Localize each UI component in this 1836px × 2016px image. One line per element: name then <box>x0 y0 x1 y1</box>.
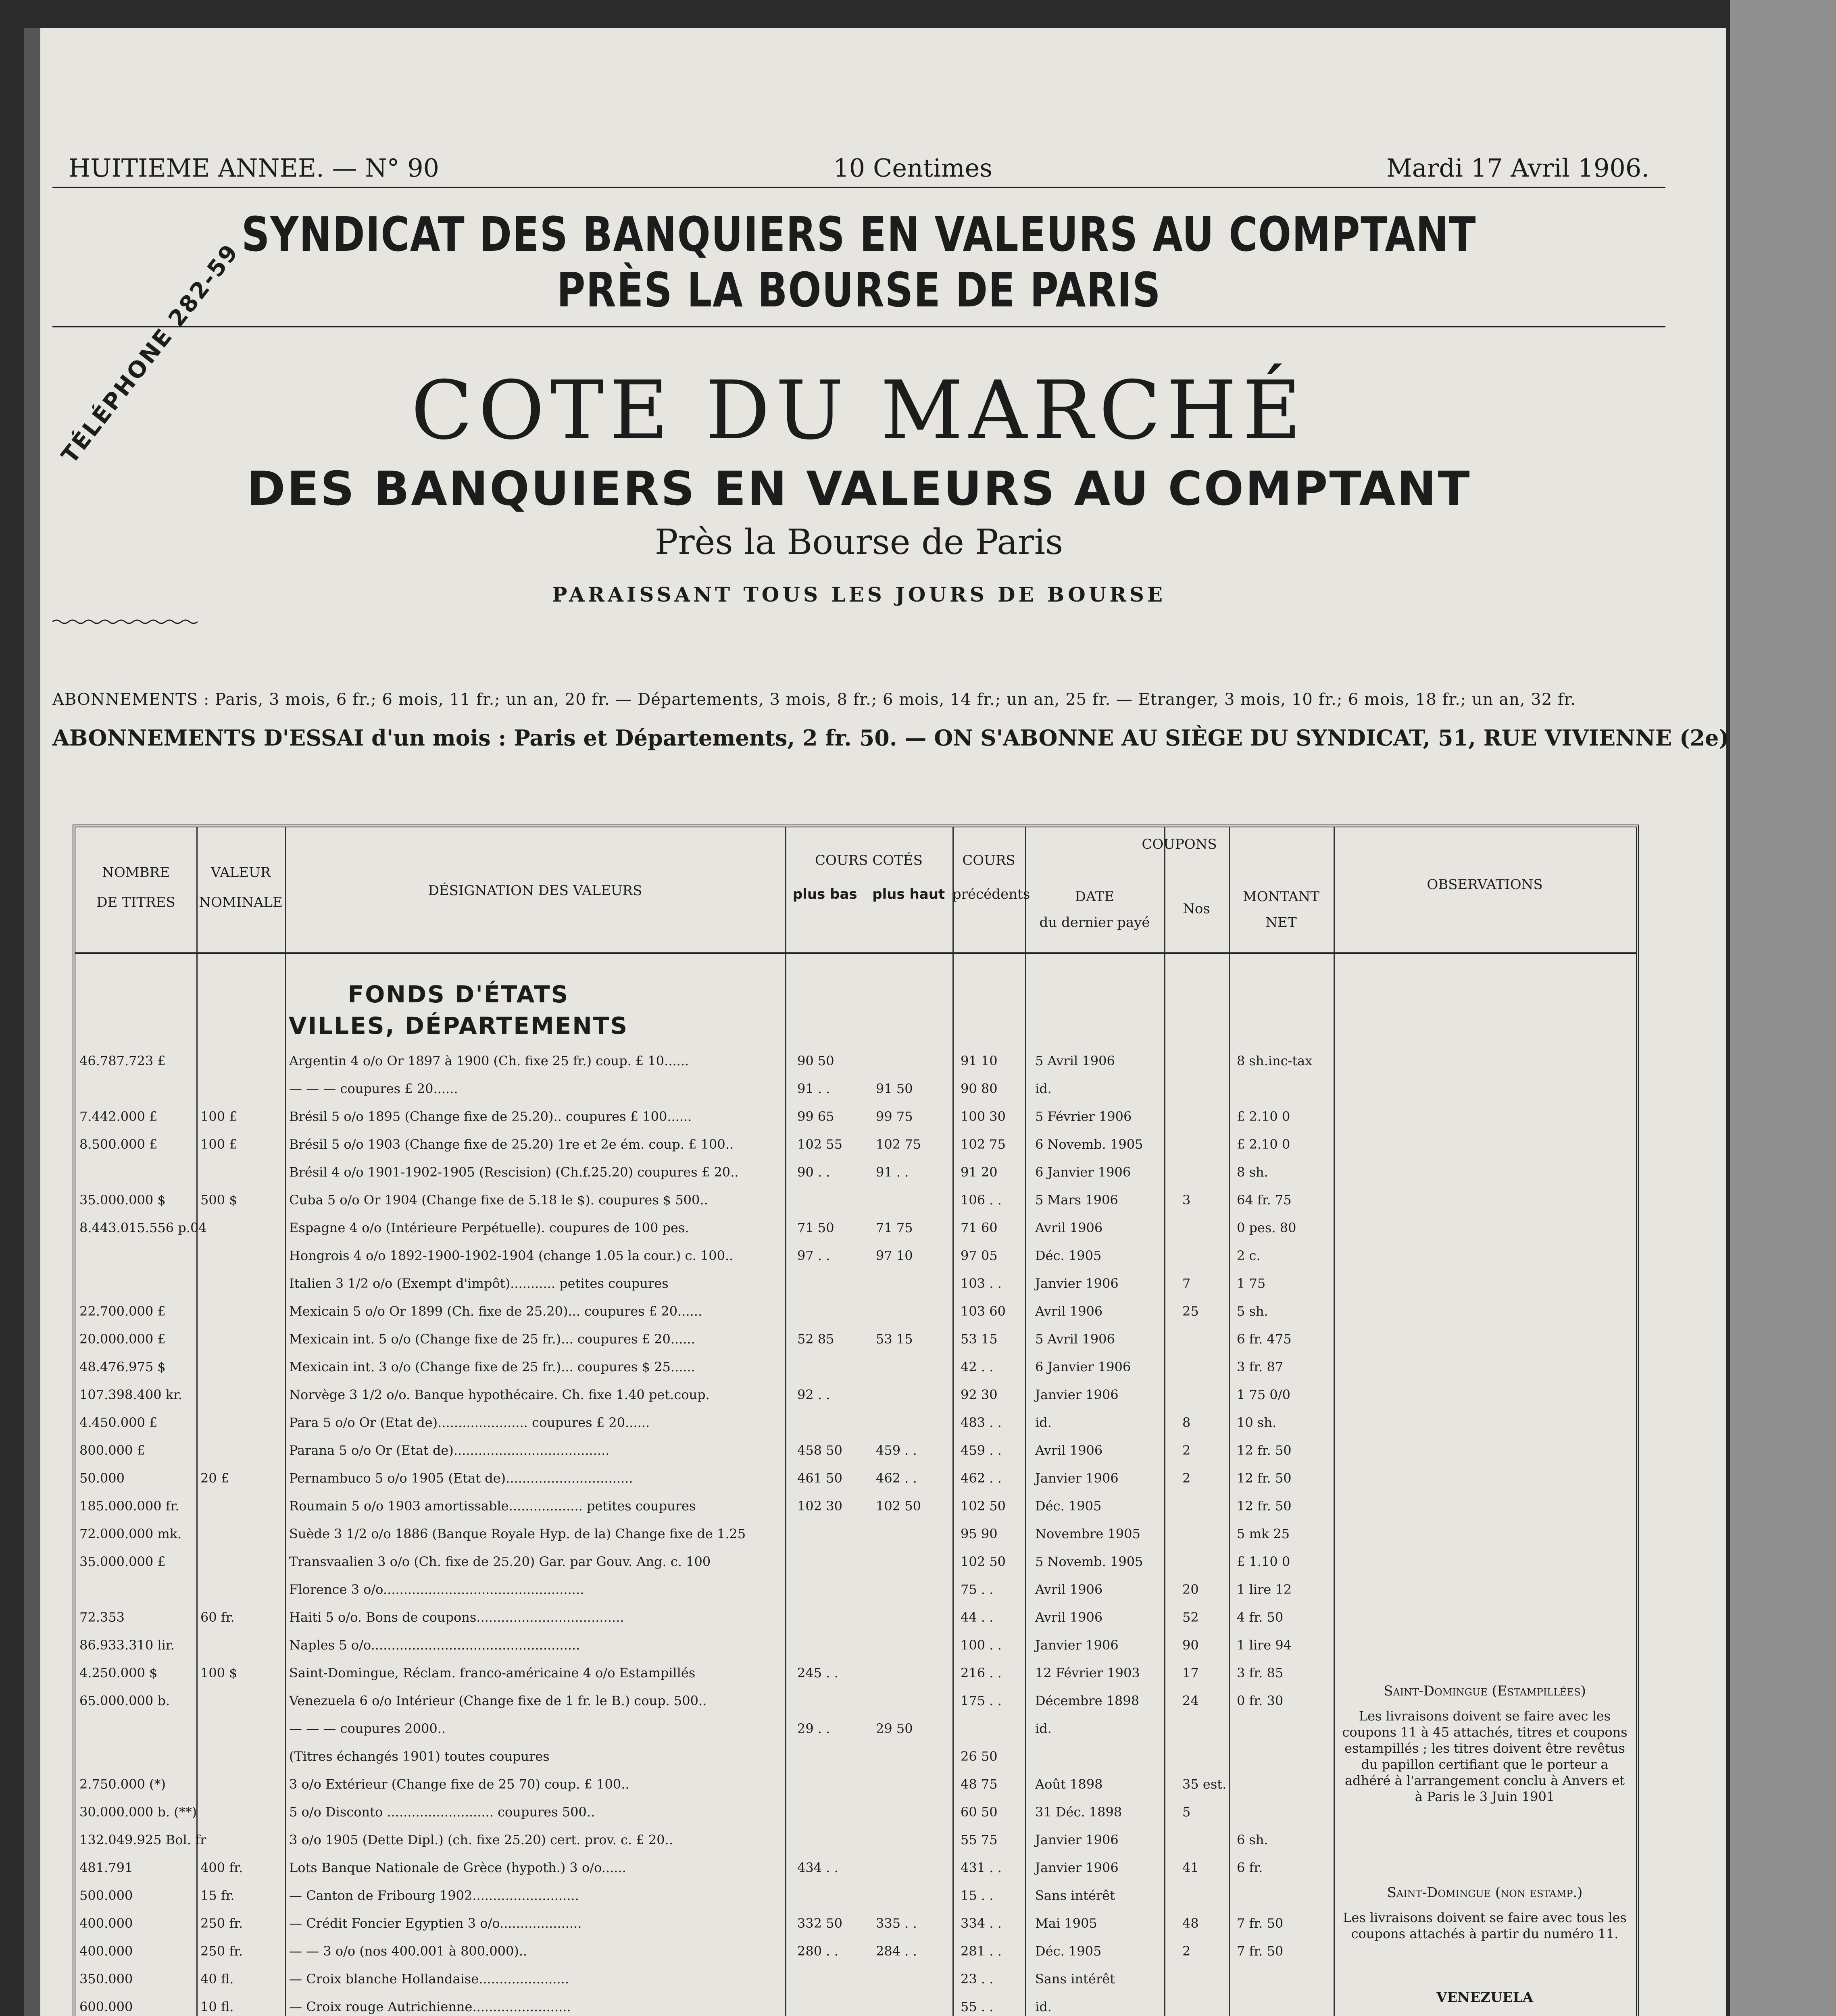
row-coupon-number: 8 <box>1182 1415 1191 1430</box>
row-designation: Florence 3 o/o................................................. <box>289 1582 584 1597</box>
row-designation: Mexicain int. 5 o/o (Change fixe de 25 fr.)... coupures £ 20...... <box>289 1331 695 1347</box>
row-plus-bas: 99 65 <box>797 1109 834 1124</box>
col-header-valeur: VALEUR NOMINALE <box>199 864 283 910</box>
row-designation: Transvaalien 3 o/o (Ch. fixe de 25.20) Gar. par Gouv. Ang. c. 100 <box>289 1554 711 1569</box>
row-coupon-net: £ 2.10 0 <box>1237 1109 1290 1124</box>
row-designation: — Canton de Fribourg 1902.......................... <box>289 1888 579 1903</box>
table-row <box>75 1387 1636 1403</box>
row-plus-haut: 459 . . <box>876 1443 917 1458</box>
table-row <box>75 1415 1636 1431</box>
row-coupon-net: 8 sh.inc-tax <box>1237 1053 1313 1068</box>
row-coupon-date: 12 Février 1903 <box>1035 1665 1140 1681</box>
row-precedent: 71 60 <box>961 1220 998 1235</box>
row-coupon-date: 6 Novemb. 1905 <box>1035 1137 1143 1152</box>
row-precedent: 100 30 <box>961 1109 1006 1124</box>
row-designation: Brésil 5 o/o 1903 (Change fixe de 25.20) 1re et 2e ém. coup. £ 100.. <box>289 1137 734 1152</box>
row-plus-bas: 90 50 <box>797 1053 834 1068</box>
row-titres: 65.000.000 b. <box>79 1693 170 1708</box>
row-coupon-net: 8 sh. <box>1237 1164 1268 1180</box>
table-row <box>75 1832 1636 1848</box>
table-row <box>75 1971 1636 1987</box>
row-coupon-number: 2 <box>1182 1943 1191 1959</box>
table-row <box>75 1164 1636 1181</box>
row-plus-bas: 245 . . <box>797 1665 838 1681</box>
row-coupon-net: 1 lire 94 <box>1237 1637 1292 1653</box>
row-nominal: 100 £ <box>200 1137 238 1152</box>
table-row <box>75 1526 1636 1542</box>
col-header-date: DATE du dernier payé <box>1039 889 1150 931</box>
row-coupon-net: 7 fr. 50 <box>1237 1916 1284 1931</box>
row-precedent: 334 . . <box>961 1916 1002 1931</box>
row-coupon-net: 6 sh. <box>1237 1832 1268 1847</box>
row-coupon-net: £ 1.10 0 <box>1237 1554 1290 1569</box>
row-designation: Pernambuco 5 o/o 1905 (Etat de)............................... <box>289 1470 633 1486</box>
row-coupon-date: Janvier 1906 <box>1035 1637 1119 1653</box>
row-coupon-date: Janvier 1906 <box>1035 1276 1119 1291</box>
row-precedent: 175 . . <box>961 1693 1002 1708</box>
observation-saint-domingue-non-estamp: Saint-Domingue (non estamp.) Les livraisons doivent se faire avec tous les coupons attachés à partir du numéro 11. <box>1343 1885 1627 1941</box>
row-coupon-date: 5 Février 1906 <box>1035 1109 1132 1124</box>
row-titres: 35.000.000 $ <box>79 1192 166 1208</box>
row-precedent: 103 60 <box>961 1304 1006 1319</box>
row-designation: Naples 5 o/o................................................... <box>289 1637 580 1653</box>
row-plus-haut: 53 15 <box>876 1331 913 1347</box>
row-coupon-net: 0 pes. 80 <box>1237 1220 1296 1235</box>
section-heading <box>75 981 842 1039</box>
row-plus-bas: 90 . . <box>797 1164 830 1180</box>
row-titres: 600.000 <box>79 1999 133 2014</box>
row-plus-haut: 91 . . <box>876 1164 909 1180</box>
row-coupon-date: Déc. 1905 <box>1035 1248 1102 1263</box>
row-precedent: 216 . . <box>961 1665 1002 1681</box>
row-nominal: 40 fl. <box>200 1971 234 1987</box>
row-plus-bas: 434 . . <box>797 1860 838 1875</box>
row-designation: Suède 3 1/2 o/o 1886 (Banque Royale Hyp. de la) Change fixe de 1.25 <box>289 1526 746 1541</box>
row-designation: Para 5 o/o Or (Etat de)...................... coupures £ 20...... <box>289 1415 650 1430</box>
row-designation: — — — coupures £ 20...... <box>289 1081 458 1096</box>
row-plus-haut: 97 10 <box>876 1248 913 1263</box>
row-coupon-number: 48 <box>1182 1916 1199 1931</box>
row-precedent: 92 30 <box>961 1387 998 1402</box>
row-plus-bas: 52 85 <box>797 1331 834 1347</box>
row-precedent: 483 . . <box>961 1415 1002 1430</box>
row-coupon-date: Mai 1905 <box>1035 1916 1097 1931</box>
row-plus-haut: 91 50 <box>876 1081 913 1096</box>
row-coupon-date: Avril 1906 <box>1035 1443 1103 1458</box>
row-nominal: 60 fr. <box>200 1610 235 1625</box>
row-coupon-net: 5 mk 25 <box>1237 1526 1290 1541</box>
row-coupon-date: Avril 1906 <box>1035 1582 1103 1597</box>
row-titres: 481.791 <box>79 1860 133 1875</box>
row-plus-haut: 71 75 <box>876 1220 913 1235</box>
row-designation: (Titres échangés 1901) toutes coupures <box>289 1749 550 1764</box>
row-coupon-net: 10 sh. <box>1237 1415 1277 1430</box>
table-row <box>75 1943 1636 1960</box>
row-coupon-date: 6 Janvier 1906 <box>1035 1359 1131 1375</box>
row-coupon-date: 6 Janvier 1906 <box>1035 1164 1131 1180</box>
row-coupon-net: 1 lire 12 <box>1237 1582 1292 1597</box>
row-coupon-net: 4 fr. 50 <box>1237 1610 1284 1625</box>
row-titres: 500.000 <box>79 1888 133 1903</box>
table-row <box>75 1610 1636 1626</box>
newspaper-page <box>24 28 1729 2016</box>
row-designation: 5 o/o Disconto .......................... coupures 500.. <box>289 1804 595 1820</box>
row-coupon-date: Avril 1906 <box>1035 1610 1103 1625</box>
row-precedent: 91 10 <box>961 1053 998 1068</box>
table-row <box>75 1804 1636 1820</box>
row-coupon-number: 52 <box>1182 1610 1199 1625</box>
row-designation: Venezuela 6 o/o Intérieur (Change fixe de 1 fr. le B.) coup. 500.. <box>289 1693 707 1708</box>
issue-date: Mardi 17 Avril 1906. <box>1386 153 1649 183</box>
row-designation: Argentin 4 o/o Or 1897 à 1900 (Ch. fixe 25 fr.) coup. £ 10...... <box>289 1053 689 1068</box>
col-header-designation: DÉSIGNATION DES VALEURS <box>428 883 642 899</box>
row-nominal: 15 fr. <box>200 1888 235 1903</box>
row-nominal: 20 £ <box>200 1470 229 1486</box>
row-designation: Mexicain int. 3 o/o (Change fixe de 25 fr.)... coupures $ 25...... <box>289 1359 695 1375</box>
row-designation: — — — coupures 2000.. <box>289 1721 446 1736</box>
row-designation: Roumain 5 o/o 1903 amortissable.................. petites coupures <box>289 1498 696 1514</box>
row-coupon-date: Janvier 1906 <box>1035 1860 1119 1875</box>
row-coupon-date: 5 Mars 1906 <box>1035 1192 1118 1208</box>
row-plus-bas: 461 50 <box>797 1470 842 1486</box>
row-precedent: 97 05 <box>961 1248 998 1263</box>
table-row <box>75 1276 1636 1292</box>
row-precedent: 55 . . <box>961 1999 994 2014</box>
table-row <box>75 1053 1636 1069</box>
row-coupon-number: 3 <box>1182 1192 1191 1208</box>
row-coupon-net: 12 fr. 50 <box>1237 1470 1292 1486</box>
row-coupon-net: 6 fr. 475 <box>1237 1331 1292 1347</box>
row-coupon-net: 6 fr. <box>1237 1860 1263 1875</box>
row-titres: 400.000 <box>79 1916 133 1931</box>
row-titres: 30.000.000 b. (**) <box>79 1804 197 1820</box>
row-coupon-date: Novembre 1905 <box>1035 1526 1140 1541</box>
row-titres: 86.933.310 lir. <box>79 1637 175 1653</box>
trial-subscription: ABONNEMENTS D'ESSAI d'un mois : Paris et Départements, 2 fr. 50. — ON S'ABONNE AU SIÈGE DU SYNDICAT, 51, RUE VIVIENNE (2e) <box>52 725 1729 751</box>
row-coupon-net: 0 fr. 30 <box>1237 1693 1284 1708</box>
row-plus-bas: 458 50 <box>797 1443 842 1458</box>
col-header-montant: MONTANT NET <box>1242 889 1320 931</box>
row-coupon-date: 31 Déc. 1898 <box>1035 1804 1122 1820</box>
row-coupon-date: Sans intérêt <box>1035 1888 1115 1903</box>
row-coupon-number: 7 <box>1182 1276 1191 1291</box>
row-plus-haut: 29 50 <box>876 1721 913 1736</box>
table-row <box>75 1137 1636 1153</box>
row-precedent: 102 50 <box>961 1554 1006 1569</box>
row-coupon-net: 12 fr. 50 <box>1237 1443 1292 1458</box>
table-row <box>75 1081 1636 1097</box>
row-plus-bas: 71 50 <box>797 1220 834 1235</box>
row-coupon-date: Avril 1906 <box>1035 1304 1103 1319</box>
row-coupon-date: Décembre 1898 <box>1035 1693 1140 1708</box>
row-titres: 20.000.000 £ <box>79 1331 166 1347</box>
row-coupon-date: Déc. 1905 <box>1035 1498 1102 1514</box>
col-header-cours-precedents: COURS précédents <box>952 852 1030 902</box>
row-coupon-date: Janvier 1906 <box>1035 1470 1119 1486</box>
row-precedent: 42 . . <box>961 1359 994 1375</box>
row-precedent: 26 50 <box>961 1749 998 1764</box>
row-titres: 107.398.400 kr. <box>79 1387 183 1402</box>
row-coupon-date: Déc. 1905 <box>1035 1943 1102 1959</box>
table-row <box>75 1304 1636 1320</box>
table-row <box>75 1582 1636 1598</box>
row-designation: 3 o/o 1905 (Dette Dipl.) (ch. fixe 25.20) cert. prov. c. £ 20.. <box>289 1832 673 1847</box>
table-row <box>75 1220 1636 1236</box>
row-designation: Hongrois 4 o/o 1892-1900-1902-1904 (change 1.05 la cour.) c. 100.. <box>289 1248 734 1263</box>
table-row <box>75 1331 1636 1347</box>
table-row <box>75 1443 1636 1459</box>
observation-saint-domingue-estampillees: Saint-Domingue (Estampillées) Les livraisons doivent se faire avec les coupons 11 à 45 attachés, titres et coupons estampillés ; les titres doivent être revêtus du papillon certifiant que le porteur a adhéré à l'arrangement conclu à Anvers et à Paris le 3 Juin 1901 <box>1342 1683 1628 1804</box>
row-precedent: 95 90 <box>961 1526 998 1541</box>
row-coupon-date: id. <box>1035 1415 1052 1430</box>
row-precedent: 281 . . <box>961 1943 1002 1959</box>
row-titres: 8.500.000 £ <box>79 1137 158 1152</box>
row-coupon-net: 3 fr. 87 <box>1237 1359 1284 1375</box>
section-subtitle: VILLES, DÉPARTEMENTS <box>288 1012 629 1039</box>
row-plus-bas: 332 50 <box>797 1916 842 1931</box>
row-plus-bas: 92 . . <box>797 1387 830 1402</box>
row-coupon-date: 5 Avril 1906 <box>1035 1053 1115 1068</box>
row-precedent: 60 50 <box>961 1804 998 1820</box>
frequency-line: PARAISSANT TOUS LES JOURS DE BOURSE <box>552 583 1166 606</box>
table-row <box>75 1470 1636 1487</box>
row-designation: Brésil 5 o/o 1895 (Change fixe de 25.20).. coupures £ 100...... <box>289 1109 692 1124</box>
row-titres: 185.000.000 fr. <box>79 1498 179 1514</box>
col-header-cours-cotes: COURS COTÉS plus bas plus haut <box>792 852 945 902</box>
issue-price: 10 Centimes <box>833 153 993 183</box>
row-designation: Norvège 3 1/2 o/o. Banque hypothécaire. Ch. fixe 1.40 pet.coup. <box>289 1387 710 1402</box>
row-coupon-date: Avril 1906 <box>1035 1220 1103 1235</box>
row-precedent: 431 . . <box>961 1860 1002 1875</box>
section-title: FONDS D'ÉTATS <box>348 981 569 1008</box>
row-designation: — — 3 o/o (nos 400.001 à 800.000).. <box>289 1943 527 1959</box>
row-designation: Italien 3 1/2 o/o (Exempt d'impôt)........... petites coupures <box>289 1276 669 1291</box>
row-precedent: 55 75 <box>961 1832 998 1847</box>
row-titres: 72.000.000 mk. <box>79 1526 182 1541</box>
row-coupon-date: Janvier 1906 <box>1035 1832 1119 1847</box>
row-titres: 50.000 <box>79 1470 125 1486</box>
row-precedent: 44 . . <box>961 1610 994 1625</box>
row-titres: 4.250.000 $ <box>79 1665 158 1681</box>
row-coupon-net: £ 2.10 0 <box>1237 1137 1290 1152</box>
col-header-plus-bas: plus bas <box>792 886 857 902</box>
page-content <box>52 153 1729 751</box>
row-precedent: 53 15 <box>961 1331 998 1347</box>
row-designation: Brésil 4 o/o 1901-1902-1905 (Rescision) (Ch.f.25.20) coupures £ 20.. <box>289 1164 739 1180</box>
row-precedent: 75 . . <box>961 1582 994 1597</box>
row-designation: Parana 5 o/o Or (Etat de)...................................... <box>289 1443 610 1458</box>
row-coupon-net: 12 fr. 50 <box>1237 1498 1292 1514</box>
row-coupon-date: Août 1898 <box>1035 1776 1103 1792</box>
row-coupon-net: 7 fr. 50 <box>1237 1943 1284 1959</box>
row-designation: Mexicain 5 o/o Or 1899 (Ch. fixe de 25.20)... coupures £ 20...... <box>289 1304 702 1319</box>
syndicate-banner: SYNDICAT DES BANQUIERS EN VALEURS AU COMPTANT PRÈS LA BOURSE DE PARIS <box>241 206 1477 318</box>
edition-number: HUITIEME ANNEE. — N° 90 <box>69 153 440 183</box>
row-designation: Haiti 5 o/o. Bons de coupons.................................... <box>289 1610 624 1625</box>
row-plus-bas: 29 . . <box>797 1721 830 1736</box>
row-coupon-net: 2 c. <box>1237 1248 1261 1263</box>
row-designation: Saint-Domingue, Réclam. franco-américaine 4 o/o Estampillés <box>289 1665 696 1681</box>
row-titres: 46.787.723 £ <box>79 1053 166 1068</box>
telephone-stamp: TÉLÉPHONE 282-59 <box>56 238 244 469</box>
quotation-table <box>73 825 1639 2016</box>
page-subtitle: DES BANQUIERS EN VALEURS AU COMPTANT <box>246 462 1471 516</box>
row-coupon-net: 1 75 <box>1237 1276 1266 1291</box>
row-titres: 72.353 <box>79 1610 125 1625</box>
table-row <box>75 1665 1636 1681</box>
ornament-rule <box>52 619 198 625</box>
row-coupon-number: 5 <box>1182 1804 1191 1820</box>
row-plus-haut: 99 75 <box>876 1109 913 1124</box>
row-coupon-net: 5 sh. <box>1237 1304 1268 1319</box>
row-designation: Cuba 5 o/o Or 1904 (Change fixe de 5.18 le $). coupures $ 500.. <box>289 1192 708 1208</box>
col-header-plus-haut: plus haut <box>872 886 945 902</box>
col-header-coupons: COUPONS <box>1142 836 1217 852</box>
binding-shadow <box>24 28 40 2016</box>
row-titres: 132.049.925 Bol. fr <box>79 1832 206 1847</box>
row-designation: 3 o/o Extérieur (Change fixe de 25 70) coup. £ 100.. <box>289 1776 629 1792</box>
row-coupon-number: 2 <box>1182 1470 1191 1486</box>
col-header-nombre: NOMBRE DE TITRES <box>96 864 175 910</box>
row-coupon-date: Janvier 1906 <box>1035 1387 1119 1402</box>
row-plus-haut: 335 . . <box>876 1916 917 1931</box>
table-row <box>75 1192 1636 1208</box>
row-plus-haut: 102 50 <box>876 1498 921 1514</box>
row-plus-haut: 102 75 <box>876 1137 921 1152</box>
page-title: COTE DU MARCHÉ <box>411 364 1307 458</box>
row-plus-haut: 462 . . <box>876 1470 917 1486</box>
row-precedent: 23 . . <box>961 1971 994 1987</box>
row-coupon-net: 3 fr. 85 <box>1237 1665 1284 1681</box>
table-row <box>75 1498 1636 1514</box>
row-designation: Espagne 4 o/o (Intérieure Perpétuelle). coupures de 100 pes. <box>289 1220 689 1235</box>
row-nominal: 100 £ <box>200 1109 238 1124</box>
row-precedent: 102 75 <box>961 1137 1006 1152</box>
row-precedent: 459 . . <box>961 1443 1002 1458</box>
col-header-observations: OBSERVATIONS <box>1427 877 1543 893</box>
row-precedent: 102 50 <box>961 1498 1006 1514</box>
observation-venezuela: VENEZUELA <box>1436 1989 1533 2006</box>
row-designation: — Croix rouge Autrichienne........................ <box>289 1999 571 2014</box>
row-titres: 48.476.975 $ <box>79 1359 166 1375</box>
row-coupon-number: 17 <box>1182 1665 1199 1681</box>
row-titres: 8.443.015.556 p.04 <box>79 1220 207 1235</box>
row-nominal: 250 fr. <box>200 1943 243 1959</box>
row-coupon-number: 2 <box>1182 1443 1191 1458</box>
header-rule <box>75 952 1636 954</box>
row-titres: 7.442.000 £ <box>79 1109 158 1124</box>
row-titres: 2.750.000 (*) <box>79 1776 166 1792</box>
row-coupon-date: id. <box>1035 1721 1052 1736</box>
banner-rule <box>52 326 1665 327</box>
row-designation: — Croix blanche Hollandaise...................... <box>289 1971 569 1987</box>
row-nominal: 500 $ <box>200 1192 238 1208</box>
subscription-rates: ABONNEMENTS : Paris, 3 mois, 6 fr.; 6 mois, 11 fr.; un an, 20 fr. — Départements, 3 mois, 8 fr.; 6 mois, 14 fr.; un an, 25 fr. — Etranger, 3 mois, 10 fr.; 6 mois, 18 fr.; un an, 32 fr. <box>52 690 1576 709</box>
row-coupon-date: id. <box>1035 1081 1052 1096</box>
row-coupon-date: Sans intérêt <box>1035 1971 1115 1987</box>
row-coupon-date: 5 Avril 1906 <box>1035 1331 1115 1347</box>
row-titres: 4.450.000 £ <box>79 1415 158 1430</box>
row-coupon-net: 1 75 0/0 <box>1237 1387 1290 1402</box>
row-coupon-number: 41 <box>1182 1860 1199 1875</box>
row-titres: 350.000 <box>79 1971 133 1987</box>
row-precedent: 90 80 <box>961 1081 998 1096</box>
row-precedent: 100 . . <box>961 1637 1002 1653</box>
location-line: Près la Bourse de Paris <box>654 522 1063 562</box>
row-nominal: 250 fr. <box>200 1916 243 1931</box>
row-plus-bas: 102 30 <box>797 1498 842 1514</box>
row-designation: — Crédit Foncier Egyptien 3 o/o.................... <box>289 1916 582 1931</box>
table-row <box>75 1109 1636 1125</box>
row-plus-bas: 102 55 <box>797 1137 842 1152</box>
row-coupon-date: 5 Novemb. 1905 <box>1035 1554 1143 1569</box>
row-coupon-number: 35 est. <box>1182 1776 1227 1792</box>
table-row <box>75 1554 1636 1570</box>
row-precedent: 91 20 <box>961 1164 998 1180</box>
page-edge-shadow <box>1730 0 1836 2016</box>
row-coupon-number: 20 <box>1182 1582 1199 1597</box>
row-plus-bas: 97 . . <box>797 1248 830 1263</box>
row-plus-haut: 284 . . <box>876 1943 917 1959</box>
row-titres: 400.000 <box>79 1943 133 1959</box>
row-nominal: 100 $ <box>200 1665 238 1681</box>
row-coupon-net: 64 fr. 75 <box>1237 1192 1292 1208</box>
table-row <box>75 1860 1636 1876</box>
row-precedent: 48 75 <box>961 1776 998 1792</box>
row-coupon-date: id. <box>1035 1999 1052 2014</box>
row-plus-bas: 91 . . <box>797 1081 830 1096</box>
row-nominal: 10 fl. <box>200 1999 234 2014</box>
row-precedent: 103 . . <box>961 1276 1002 1291</box>
col-header-numero: Nos <box>1183 901 1210 917</box>
row-precedent: 106 . . <box>961 1192 1002 1208</box>
row-titres: 22.700.000 £ <box>79 1304 166 1319</box>
row-designation: Lots Banque Nationale de Grèce (hypoth.) 3 o/o...... <box>289 1860 626 1875</box>
row-titres: 800.000 £ <box>79 1443 145 1458</box>
table-row <box>75 1359 1636 1375</box>
issue-line <box>52 153 1665 188</box>
row-precedent: 15 . . <box>961 1888 994 1903</box>
row-coupon-number: 25 <box>1182 1304 1199 1319</box>
row-titres: 35.000.000 £ <box>79 1554 166 1569</box>
table-row <box>75 1248 1636 1264</box>
row-precedent: 462 . . <box>961 1470 1002 1486</box>
row-coupon-number: 90 <box>1182 1637 1199 1653</box>
row-nominal: 400 fr. <box>200 1860 243 1875</box>
row-plus-bas: 280 . . <box>797 1943 838 1959</box>
row-coupon-number: 24 <box>1182 1693 1199 1708</box>
table-row <box>75 1637 1636 1654</box>
